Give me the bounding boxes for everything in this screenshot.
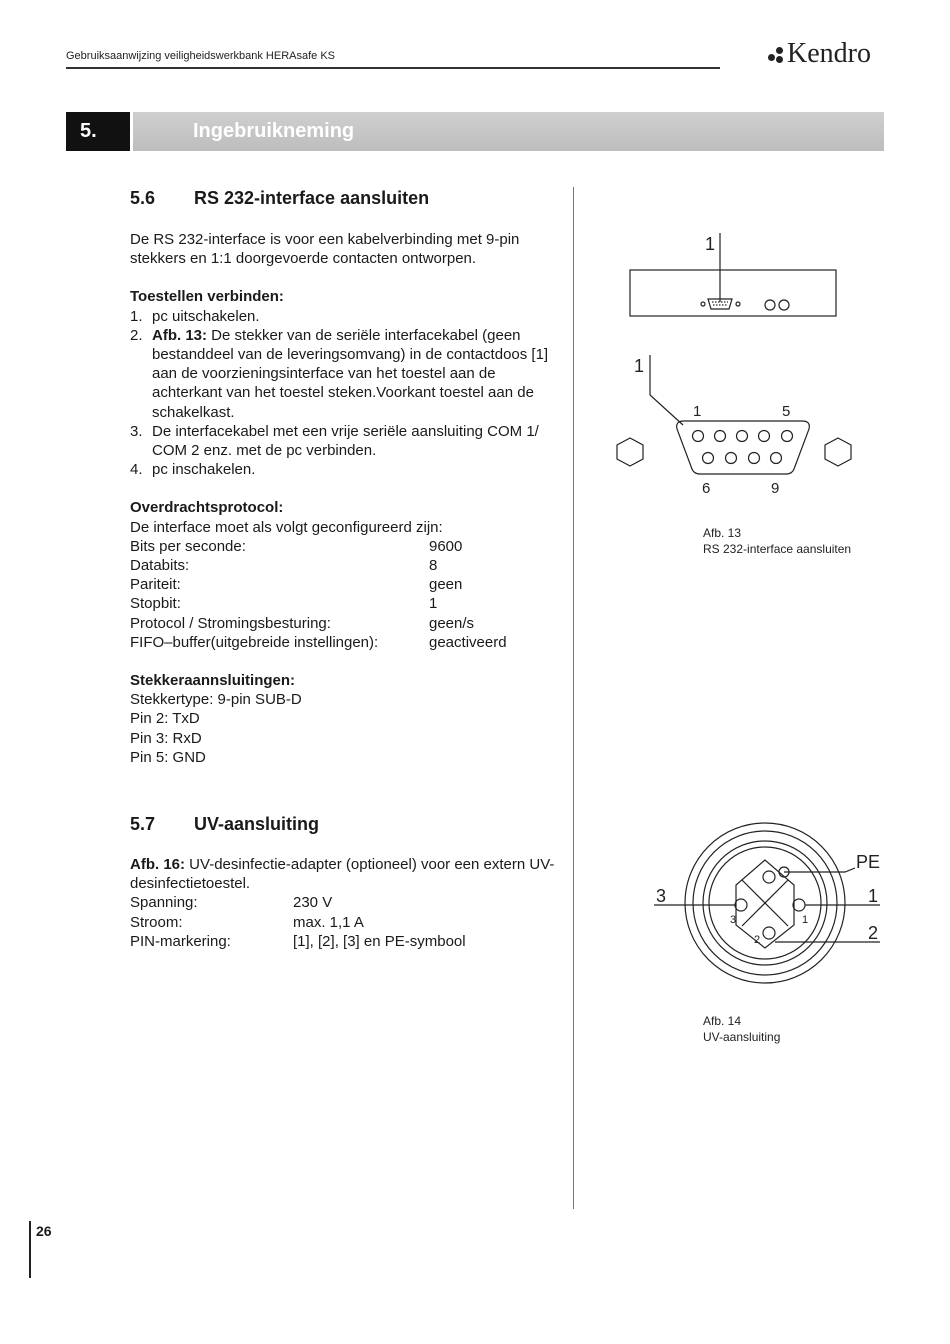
callout-label: 1	[634, 356, 645, 376]
logo-text: Kendro	[787, 38, 871, 69]
callout-line	[784, 868, 855, 872]
figure-reference: Afb. 13:	[152, 326, 208, 344]
section-heading-5-7	[130, 814, 319, 835]
caption-title: RS 232-interface aansluiten	[703, 542, 852, 556]
port-pins-icon	[712, 302, 728, 305]
pins-heading: Stekkeraannsluitingen:	[130, 672, 296, 690]
pin-icon	[793, 899, 805, 911]
db9-top-pins	[693, 431, 793, 442]
led-icon	[779, 300, 789, 310]
pin-label: 9	[771, 480, 780, 497]
device-panel	[630, 270, 836, 316]
hex-nut-icon	[617, 438, 643, 466]
pin-label: 3	[730, 914, 737, 926]
pin-label: 1	[693, 403, 702, 420]
pins-line: Pin 5: GND	[130, 748, 206, 766]
uv-row: Spanning: 230 V	[130, 894, 333, 912]
section-number: 5.7	[130, 814, 156, 834]
db9-connector-shell	[677, 421, 810, 474]
chapter-title: Ingebruikneming	[133, 112, 884, 151]
pin-label: 5	[782, 403, 791, 420]
pins-line: Pin 2: TxD	[130, 710, 200, 728]
list-item: 4. pc inschakelen.	[130, 461, 256, 479]
section-title: UV-aansluiting	[194, 814, 320, 834]
column-divider	[573, 187, 574, 1209]
caption-number: Afb. 14	[703, 1014, 742, 1028]
figure-reference: Afb. 16:	[130, 856, 186, 873]
uv-connector-figure	[650, 815, 890, 995]
protocol-row: Protocol / Stromingsbesturing: geen/s	[130, 614, 475, 632]
logo-dots-icon	[768, 44, 786, 64]
pin-label: 2	[754, 934, 761, 946]
intro-paragraph: De RS 232-interface is voor een kabelverbinding met 9-pin stekkers en 1:1 doorgevoerde contacten ontworpen.	[130, 231, 520, 268]
led-icon	[765, 300, 775, 310]
rs232-figure	[600, 225, 880, 505]
pin-icon	[735, 899, 747, 911]
callout-line	[650, 355, 683, 425]
figure-13-caption	[703, 525, 851, 557]
pin-label: 6	[702, 480, 711, 497]
pin-icon	[763, 871, 775, 883]
connect-heading: Toestellen verbinden:	[130, 288, 284, 306]
protocol-row: FIFO–buffer(uitgebreide instellingen): geactiveerd	[130, 633, 507, 651]
protocol-row: Bits per seconde: 9600	[130, 537, 463, 555]
pin-label: 1	[802, 914, 809, 926]
pin-label: 1	[868, 886, 879, 906]
list-item: 3. De interfacekabel met een vrije seriële aansluiting COM 1/ COM 2 enz. met de pc verbinden.	[130, 422, 539, 460]
document-title: Gebruiksaanwijzing veiligheidswerkbank HERAsafe KS	[66, 50, 336, 62]
uv-row: PIN-markering: [1], [2], [3] en PE-symbool	[130, 932, 466, 950]
page-number-rule	[29, 1221, 31, 1278]
uv-paragraph: Afb. 16: UV-desinfectie-adapter (optioneel) voor een extern UV-desinfectietoestel.	[130, 856, 555, 893]
pins-line: Pin 3: RxD	[130, 729, 202, 747]
section-5-7-body	[130, 855, 560, 951]
pin-icon	[763, 927, 775, 939]
uv-row: Stroom: max. 1,1 A	[130, 913, 364, 931]
protocol-heading: Overdrachtsprotocol:	[130, 499, 284, 517]
section-heading-5-6	[130, 188, 429, 209]
section-5-6-body	[130, 230, 560, 767]
list-item: 2. Afb. 13: De stekker van de seriële interfacekabel (geen bestanddeel van de leveringsomvang) in de contactdoos [1] aan de voorzieningsinterface van het toestel aan de achterkant van het toestel steken.Voorkant toestel aan de schakelkast.	[130, 326, 549, 421]
list-item: 1. pc uitschakelen.	[130, 307, 260, 325]
protocol-row: Databits: 8	[130, 557, 438, 575]
pe-label: PE	[856, 852, 881, 872]
caption-number: Afb. 13	[703, 526, 742, 540]
pins-line: Stekkertype: 9-pin SUB-D	[130, 691, 302, 709]
protocol-row: Stopbit: 1	[130, 595, 438, 613]
figure-14-caption	[703, 1013, 780, 1045]
screw-icon	[701, 302, 705, 306]
pin-label: 2	[868, 923, 879, 943]
header-divider	[66, 67, 720, 69]
chapter-number: 5.	[66, 112, 130, 151]
section-title: RS 232-interface aansluiten	[194, 188, 430, 208]
callout-label: 1	[705, 234, 716, 254]
hex-nut-icon	[825, 438, 851, 466]
screw-icon	[736, 302, 740, 306]
protocol-row: Pariteit: geen	[130, 576, 463, 594]
protocol-intro: De interface moet als volgt geconfigureerd zijn:	[130, 518, 443, 536]
db9-bottom-pins	[703, 453, 782, 464]
connect-steps	[130, 307, 560, 480]
brand-logo	[768, 38, 871, 70]
pin-label: 3	[656, 886, 667, 906]
section-number: 5.6	[130, 188, 156, 208]
page-number: 26	[36, 1223, 52, 1239]
caption-title: UV-aansluiting	[703, 1030, 781, 1044]
